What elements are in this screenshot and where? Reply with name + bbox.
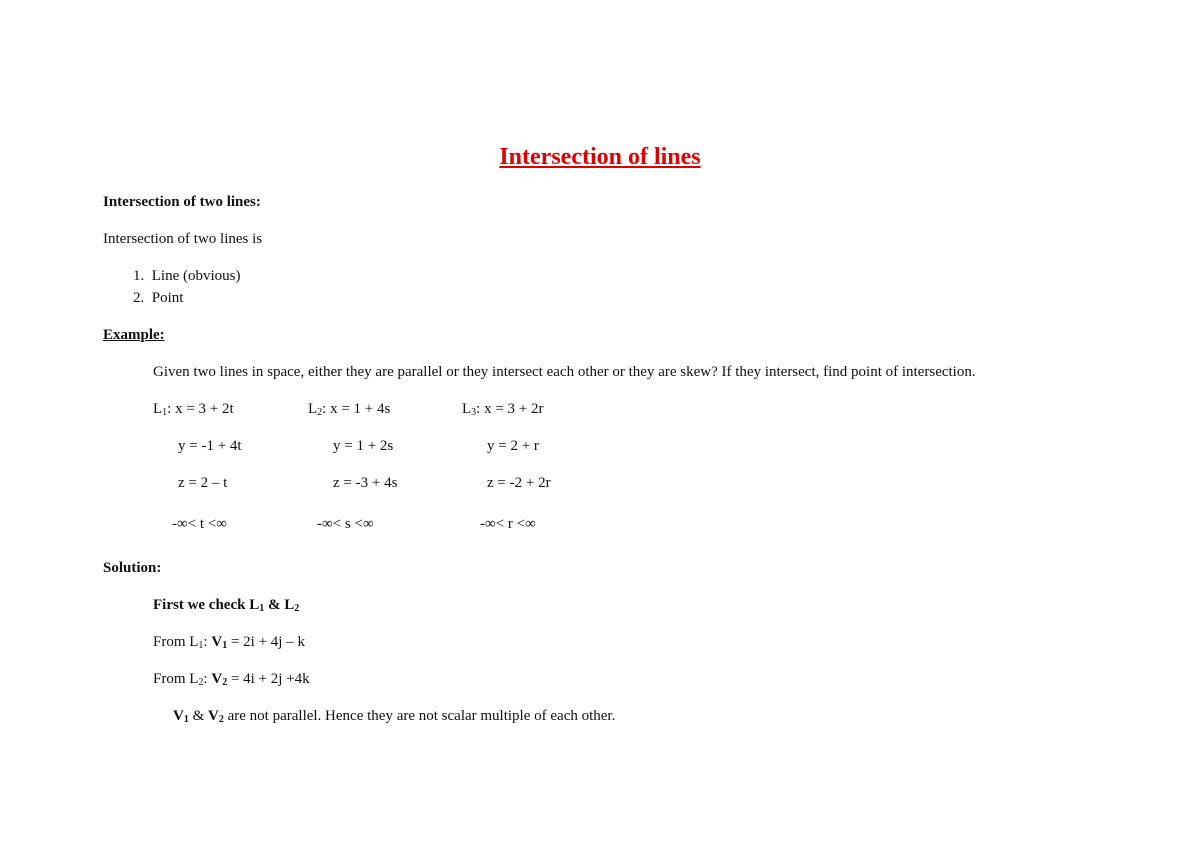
line1-y: y = -1 + 4t [178,438,242,454]
line1-range: -∞< t <∞ [172,516,227,532]
intro-text: Intersection of two lines is [103,231,263,247]
line3-range: -∞< r <∞ [480,516,536,532]
line3-x: $L_3$: x = 3 + 2r [462,401,544,418]
line1-x: $L_1$: x = 3 + 2t [153,401,234,418]
example-heading: Example: [103,327,165,343]
line2-range: -∞< s <∞ [317,516,374,532]
line2-x: $L_2$: x = 1 + 4s [308,401,391,418]
list-item-label: Line (obvious) [151,268,241,284]
line3-z: z = -2 + 2r [487,475,551,491]
line1-z: z = 2 – t [178,475,228,491]
solution-from-l1: From $L_1$: $V_1 = 2i + 4j - k$ [153,634,305,651]
line3-y: y = 2 + r [487,438,539,454]
page-title: Intersection of lines [499,144,701,170]
solution-conclusion: $V_1$ & $V_2$ are not parallel. Hence they are not scalar multiple of each other. [173,708,616,725]
solution-check: First we check $L_1$ & $L_2$ [153,597,300,614]
section-heading-intersection: Intersection of two lines: [103,194,261,210]
line2-y: y = 1 + 2s [333,438,394,454]
line2-z: z = -3 + 4s [333,475,398,491]
list-item: 1. Line (obvious) [133,268,241,284]
list-item: 2. Point [133,290,184,306]
example-question: Given two lines in space, either they are parallel or they intersect each other or they are skew? If they intersect, find point of intersection. [153,364,976,380]
list-item-label: Point [151,290,184,306]
solution-from-l2: From $L_2$: $V_2 = 4i + 2j +4k$ [153,671,310,688]
solution-heading: Solution: [103,560,162,576]
